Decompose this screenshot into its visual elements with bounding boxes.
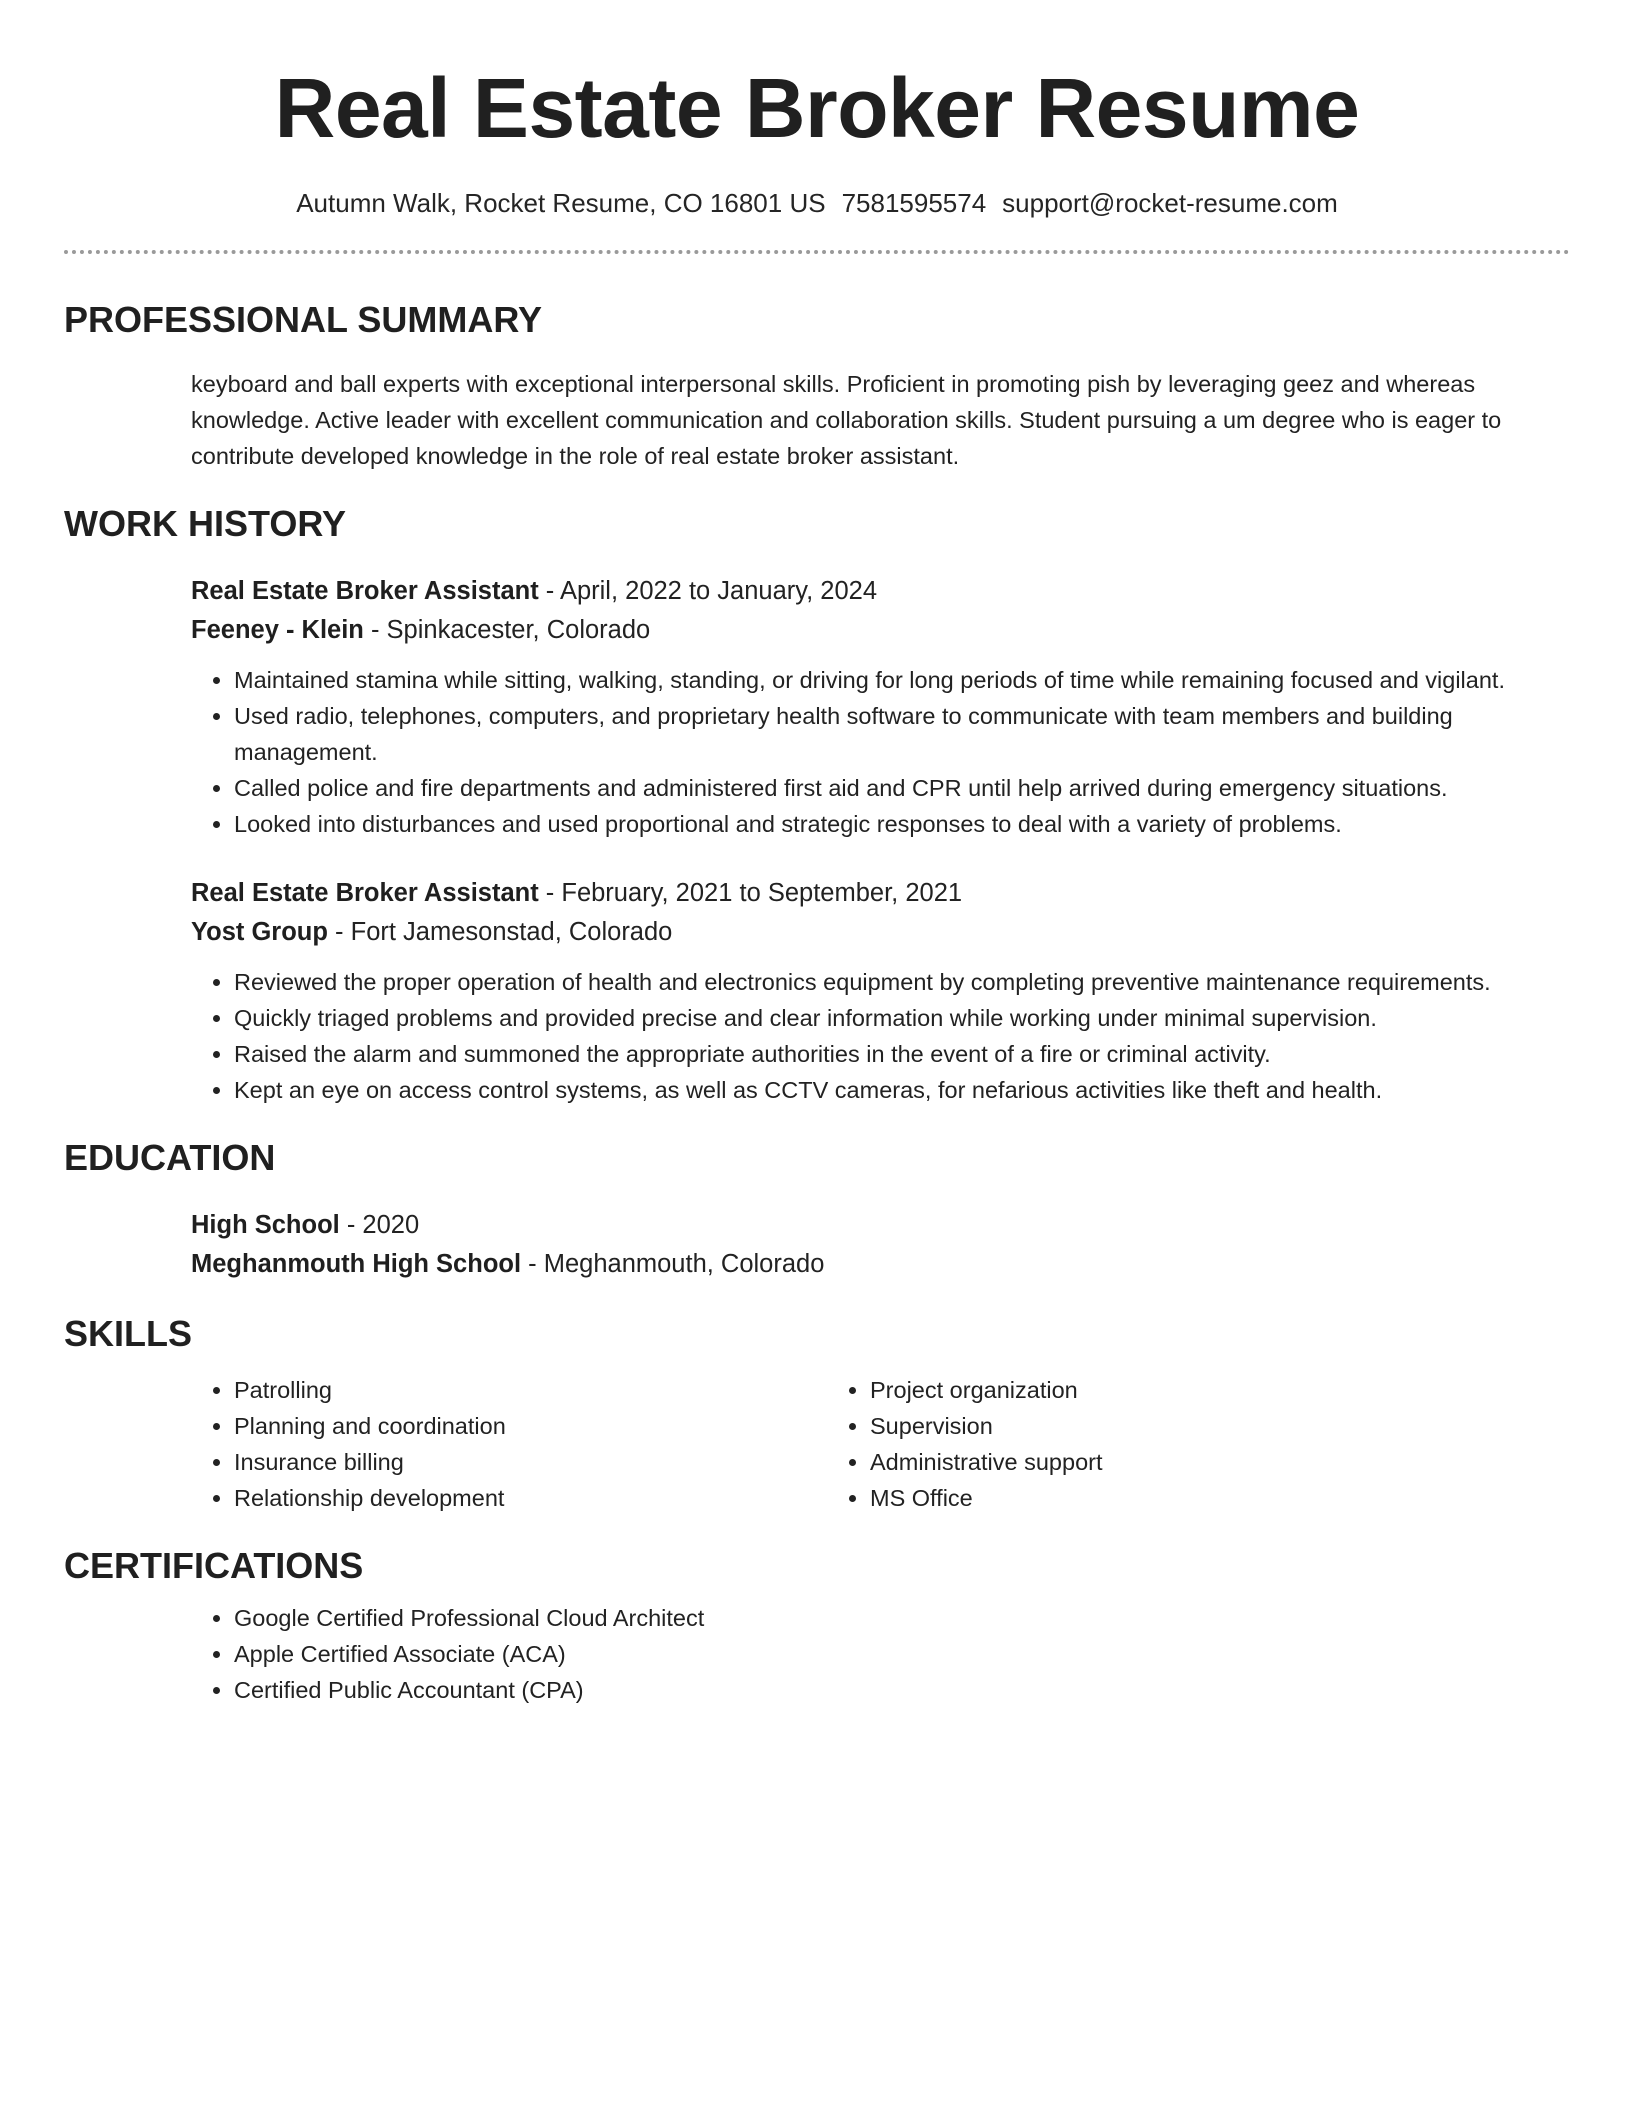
contact-email: support@rocket-resume.com	[1002, 188, 1338, 218]
job-company: Feeney - Klein	[191, 616, 364, 644]
certifications-heading: CERTIFICATIONS	[64, 1545, 364, 1586]
job-company: Yost Group	[191, 918, 328, 946]
certifications-section	[64, 1544, 1570, 1708]
list-item: • Used radio, telephones, computers, and proprietary health software to communicate with team members and building management.	[234, 698, 1570, 770]
list-item: • Google Certified Professional Cloud Architect	[234, 1600, 1570, 1636]
summary-section	[64, 298, 1570, 474]
skills-heading: SKILLS	[64, 1313, 193, 1354]
job-role: Real Estate Broker Assistant	[191, 577, 539, 605]
job-title-line	[191, 572, 1570, 611]
job-bullets	[191, 964, 1570, 1108]
job-dates: - April, 2022 to January, 2024	[538, 577, 878, 605]
job-company-line	[191, 611, 1570, 650]
education-degree: High School	[191, 1211, 340, 1239]
education-section	[64, 1136, 1570, 1284]
resume-title: Real Estate Broker Resume	[274, 61, 1360, 155]
job-title-line	[191, 874, 1570, 913]
skills-grid	[191, 1372, 1570, 1516]
list-item: • Called police and fire departments and administered first aid and CPR until help arrived during emergency situations.	[234, 770, 1570, 806]
work-history-section	[64, 502, 1570, 1108]
job-entry	[191, 572, 1570, 842]
job-location: - Fort Jamesonstad, Colorado	[327, 918, 673, 946]
list-item: • Certified Public Accountant (CPA)	[234, 1672, 1570, 1708]
contact-line	[64, 186, 1570, 220]
list-item: • MS Office	[870, 1480, 1507, 1516]
job-role: Real Estate Broker Assistant	[191, 879, 539, 907]
list-item: • Reviewed the proper operation of health and electronics equipment by completing preventive maintenance requirements.	[234, 964, 1570, 1000]
contact-phone: 7581595574	[841, 188, 987, 218]
skills-column-right	[827, 1372, 1507, 1516]
skills-column-left	[191, 1372, 827, 1516]
work-history-heading: WORK HISTORY	[64, 503, 347, 544]
job-company-line	[191, 913, 1570, 952]
list-item: • Patrolling	[234, 1372, 827, 1408]
education-school-line	[191, 1245, 1570, 1284]
education-year: - 2020	[339, 1211, 420, 1239]
list-item: • Administrative support	[870, 1444, 1507, 1480]
list-item: • Apple Certified Associate (ACA)	[234, 1636, 1570, 1672]
skills-section	[64, 1312, 1570, 1516]
list-item: • Maintained stamina while sitting, walking, standing, or driving for long periods of time while remaining focused and vigilant.	[234, 662, 1570, 698]
list-item: • Insurance billing	[234, 1444, 827, 1480]
list-item: • Looked into disturbances and used proportional and strategic responses to deal with a variety of problems.	[234, 806, 1570, 842]
list-item: • Project organization	[870, 1372, 1507, 1408]
certifications-list	[191, 1600, 1570, 1708]
job-dates: - February, 2021 to September, 2021	[538, 879, 963, 907]
education-heading: EDUCATION	[64, 1137, 276, 1178]
list-item: • Raised the alarm and summoned the appropriate authorities in the event of a fire or criminal activity.	[234, 1036, 1570, 1072]
list-item: • Relationship development	[234, 1480, 827, 1516]
job-entry	[191, 874, 1570, 1108]
list-item: • Supervision	[870, 1408, 1507, 1444]
list-item: • Kept an eye on access control systems, as well as CCTV cameras, for nefarious activities like theft and health.	[234, 1072, 1570, 1108]
education-degree-line	[191, 1206, 1570, 1245]
contact-address: Autumn Walk, Rocket Resume, CO 16801 US	[296, 188, 826, 218]
summary-text: keyboard and ball experts with exceptional interpersonal skills. Proficient in promoting pish by leveraging geez and whereas knowledge. Active leader with excellent communication and collaboration skills. Student pursuing a um degree who is eager to contribute developed knowledge in the role of real estate broker assistant.	[191, 371, 1502, 469]
summary-heading: PROFESSIONAL SUMMARY	[64, 299, 543, 340]
job-bullets	[191, 662, 1570, 842]
resume-page	[64, 0, 1570, 1708]
list-item: • Quickly triaged problems and provided precise and clear information while working under minimal supervision.	[234, 1000, 1570, 1036]
list-item: • Planning and coordination	[234, 1408, 827, 1444]
education-location: - Meghanmouth, Colorado	[521, 1250, 825, 1278]
job-location: - Spinkacester, Colorado	[363, 616, 651, 644]
education-school: Meghanmouth High School	[191, 1250, 522, 1278]
header-divider	[64, 250, 1570, 254]
